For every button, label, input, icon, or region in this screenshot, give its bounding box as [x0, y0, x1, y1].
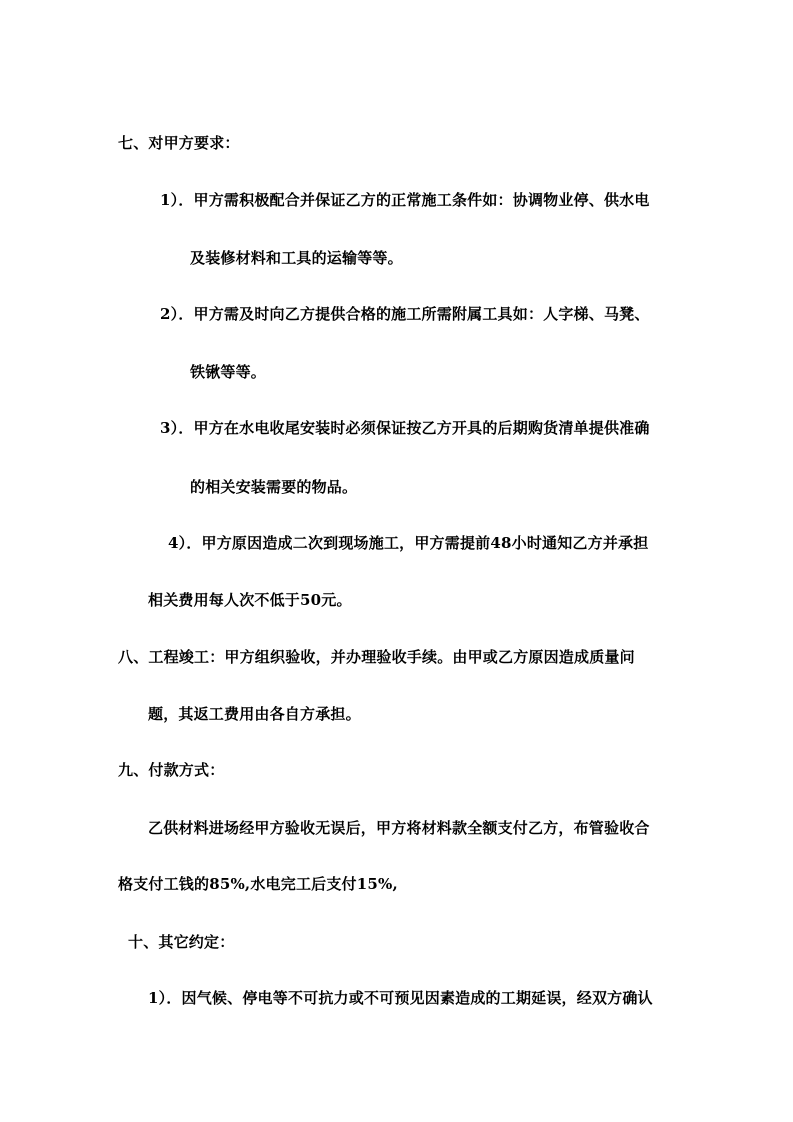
clause-7-3-line-2: 的相关安装需要的物品。	[190, 478, 358, 496]
section-heading-7: 七、对甲方要求：	[118, 134, 240, 152]
section-9-paragraph-line-1: 乙供材料进场经甲方验收无误后，甲方将材料款全额支付乙方，布管验收合	[148, 819, 650, 837]
section-8-line-2: 题，其返工费用由各自方承担。	[148, 705, 361, 723]
section-heading-9: 九、付款方式：	[118, 761, 225, 779]
section-8-line-1: 八、工程竣工：甲方组织验收，并办理验收手续。由甲或乙方原因造成质量问	[118, 648, 635, 666]
section-heading-10: 十、其它约定：	[128, 933, 235, 951]
clause-7-3-line-1: 3）．甲方在水电收尾安装时必须保证按乙方开具的后期购货清单提供准确	[160, 419, 650, 437]
clause-7-2-line-1: 2）．甲方需及时向乙方提供合格的施工所需附属工具如：人字梯、马凳、	[160, 305, 650, 323]
clause-7-4-line-1: 4）．甲方原因造成二次到现场施工，甲方需提前48小时通知乙方并承担	[168, 534, 649, 552]
clause-7-1-line-1: 1）．甲方需积极配合并保证乙方的正常施工条件如：协调物业停、供水电	[160, 191, 650, 209]
clause-7-2-line-2: 铁锹等等。	[190, 363, 267, 381]
clause-7-1-line-2: 及装修材料和工具的运输等等。	[190, 249, 403, 267]
section-9-paragraph-line-2: 格支付工钱的85%,水电完工后支付15%,	[118, 875, 398, 893]
clause-7-4-line-2: 相关费用每人次不低于50元。	[148, 591, 352, 609]
clause-10-1-line-1: 1）．因气候、停电等不可抗力或不可预见因素造成的工期延误，经双方确认	[148, 989, 653, 1007]
